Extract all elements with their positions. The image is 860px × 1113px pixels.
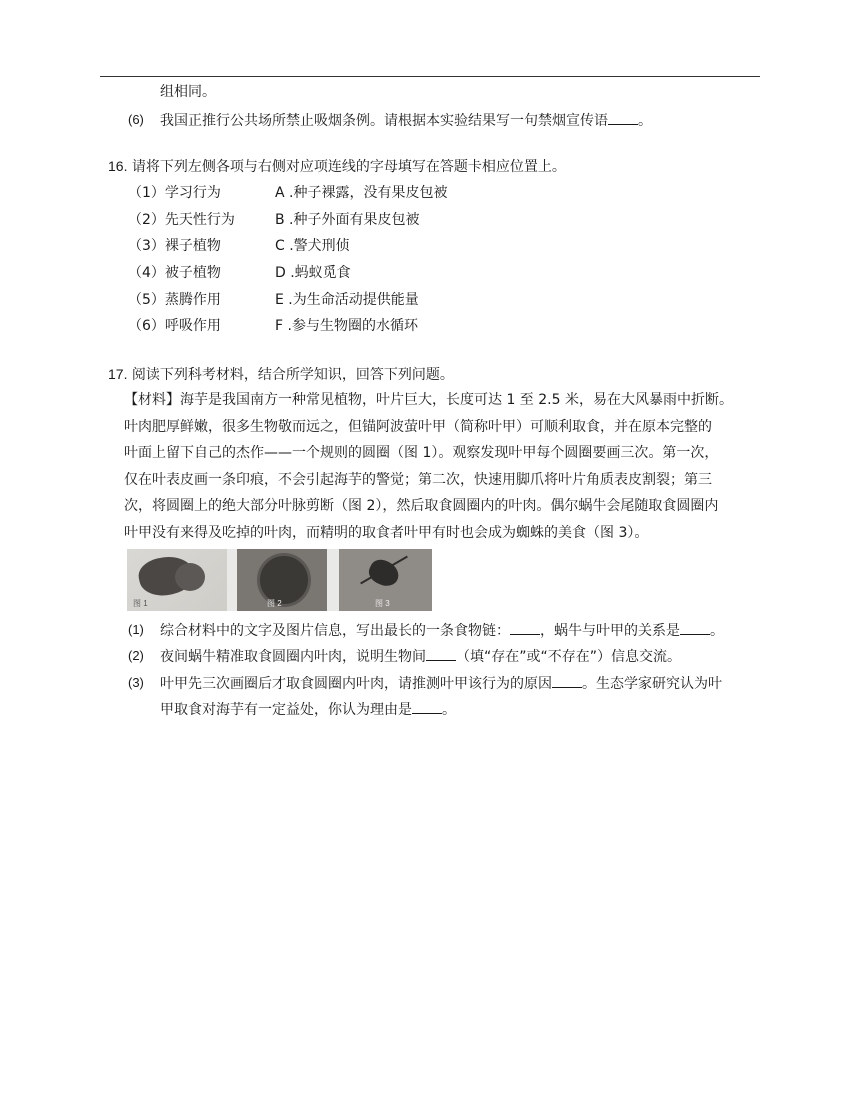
q17-stem-text: 阅读下列科考材料，结合所学知识，回答下列问题。 <box>131 367 454 383</box>
q15-6-number: (6) <box>128 112 144 127</box>
q17-stem <box>108 364 454 385</box>
answer-blank[interactable] <box>552 673 582 688</box>
answer-blank[interactable] <box>510 620 540 635</box>
q17-3-number: (3) <box>128 675 144 690</box>
answer-blank[interactable] <box>608 110 638 125</box>
q16-right-item: E .为生命活动提供能量 <box>275 292 419 308</box>
answer-blank[interactable] <box>412 699 442 714</box>
q17-2-text <box>160 646 681 667</box>
header-rule <box>100 76 760 77</box>
q17-material-line: 【材料】海芋是我国南方一种常见植物，叶片巨大，长度可达 1 至 2.5 米，易在大风暴雨中折断。 <box>124 392 733 408</box>
q16-right-item: B .种子外面有果皮包被 <box>275 212 420 228</box>
answer-blank[interactable] <box>680 620 710 635</box>
q16-right-item: F .参与生物圈的水循环 <box>275 318 418 334</box>
q17-1-text <box>160 620 724 641</box>
q16-left-item: （3）裸子植物 <box>128 238 221 254</box>
q17-material-line: 叶面上留下自己的杰作——一个规则的圆圈（图 1）。观察发现叶甲每个圆圈要画三次。第一次， <box>124 445 719 461</box>
q17-2-part-b: （填“存在”或“不存在”）信息交流。 <box>456 649 682 665</box>
q17-material-line: 仅在叶表皮画一条印痕，不会引起海芋的警觉；第二次，快速用脚爪将叶片角质表皮割裂；第三 <box>124 472 712 488</box>
q17-3-part-b: 。生态学家研究认为叶 <box>582 676 722 692</box>
q16-left-item: （4）被子植物 <box>128 265 221 281</box>
q16-right-item: A .种子裸露，没有果皮包被 <box>275 185 448 201</box>
figure-2-photo <box>237 549 327 611</box>
q17-1-part-b: ，蜗牛与叶甲的关系是 <box>540 623 680 639</box>
answer-blank[interactable] <box>426 646 456 661</box>
q15-6-text-before: 我国正推行公共场所禁止吸烟条例。请根据本实验结果写一句禁烟宣传语 <box>160 113 608 129</box>
q17-number: 17. <box>108 366 128 382</box>
q16-right-item: D .蚂蚁觅食 <box>275 265 351 281</box>
q17-1-part-a: 综合材料中的文字及图片信息，写出最长的一条食物链： <box>160 623 510 639</box>
figure-photos <box>127 549 432 611</box>
q16-right-item: C .警犬刑侦 <box>275 238 350 254</box>
q16-left-item: （1）学习行为 <box>128 185 221 201</box>
q15-6-text <box>160 110 652 131</box>
q17-2-part-a: 夜间蜗牛精准取食圆圈内叶肉，说明生物间 <box>160 649 426 665</box>
figure-2-caption: 图 2 <box>267 599 282 608</box>
figure-3-caption: 图 3 <box>375 599 390 608</box>
q17-1-part-c: 。 <box>710 623 724 639</box>
q17-3-part-a: 叶甲先三次画圈后才取食圆圈内叶肉，请推测叶甲该行为的原因 <box>160 676 552 692</box>
q16-left-item: （5）蒸腾作用 <box>128 292 221 308</box>
figure-3-photo <box>339 549 432 611</box>
q16-number: 16. <box>108 158 128 174</box>
q17-3-part-c: 甲取食对海芋有一定益处，你认为理由是 <box>160 702 412 718</box>
q17-material-line: 叶甲没有来得及吃掉的叶肉，而精明的取食者叶甲有时也会成为蜘蛛的美食（图 3）。 <box>124 525 649 541</box>
q16-left-item: （6）呼吸作用 <box>128 318 221 334</box>
q16-left-item: （2）先天性行为 <box>128 212 235 228</box>
continuation-text: 组相同。 <box>160 84 216 100</box>
q17-3-text <box>160 673 722 694</box>
q17-3-text-line2 <box>160 699 456 720</box>
figure-1-photo <box>127 549 227 611</box>
figure-1-caption: 图 1 <box>133 599 148 608</box>
q15-6-text-after: 。 <box>638 113 652 129</box>
q16-stem-text: 请将下列左侧各项与右侧对应项连线的字母填写在答题卡相应位置上。 <box>131 159 566 175</box>
q17-3-part-d: 。 <box>442 702 456 718</box>
q17-material-line: 叶肉肥厚鲜嫩，很多生物敬而远之，但锚阿波萤叶甲（简称叶甲）可顺利取食，并在原本完整的 <box>124 419 712 435</box>
q17-1-number: (1) <box>128 622 144 637</box>
q17-material-line: 次，将圆圈上的绝大部分叶脉剪断（图 2），然后取食圆圈内的叶肉。偶尔蜗牛会尾随取食圆圈内 <box>124 498 719 514</box>
q17-2-number: (2) <box>128 648 144 663</box>
q16-stem <box>108 156 566 177</box>
